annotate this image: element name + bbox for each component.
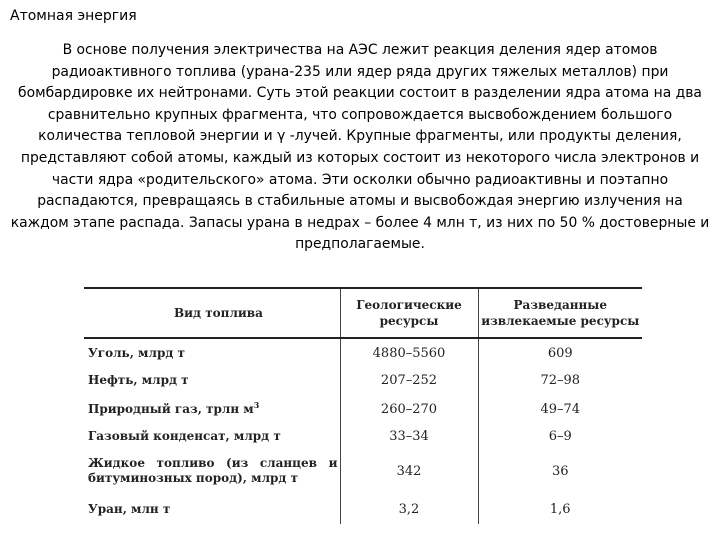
row-fuel-gas-condensate: Газовый конденсат, млрд т (88, 428, 281, 443)
row-fuel-oil: Нефть, млрд т (88, 373, 189, 387)
row-geo-value: 33–34 (340, 424, 478, 448)
row-geo-value: 207–252 (340, 367, 478, 394)
slide-title: Атомная энергия (10, 8, 137, 24)
table-row (84, 338, 642, 367)
table-row (84, 448, 642, 494)
row-fuel-uranium: Уран, млн т (88, 501, 171, 516)
row-proven-value: 609 (478, 338, 642, 367)
row-proven-value: 36 (478, 448, 642, 494)
row-fuel-liquid: Жидкое топливо (из сланцев и битуминозных пород), млрд т (88, 456, 338, 485)
row-proven-value: 6–9 (478, 424, 642, 448)
row-fuel-coal: Уголь, млрд т (88, 345, 185, 360)
table-row (84, 424, 642, 448)
fuel-reserves-table (84, 287, 642, 524)
header-fuel-type: Вид топлива (84, 289, 340, 338)
table-row (84, 367, 642, 394)
row-fuel-natural-gas (84, 394, 340, 424)
table-row (84, 494, 642, 524)
row-geo-value: 4880–5560 (340, 338, 478, 367)
row-geo-value: 260–270 (340, 394, 478, 424)
row-proven-value: 1,6 (478, 494, 642, 524)
row-geo-value: 3,2 (340, 494, 478, 524)
header-proven-resources: Разведанные извлекаемые ресурсы (478, 289, 642, 338)
row-proven-value: 49–74 (478, 394, 642, 424)
unit-superscript: 3 (253, 399, 260, 410)
row-fuel-natural-gas-label: Природный газ, трлн м (88, 401, 254, 416)
body-paragraph: В основе получения электричества на АЭС лежит реакция деления ядер атомов радиоактивного топлива (урана-235 или ядер ряда других тяжелых металлов) при бомбардировке их нейтронами. Суть этой реакции состоит в разделении ядра атома на два сравнительно крупных фрагмента, что сопровождается высвобождением большого количества тепловой энергии и γ -лучей. Крупные фрагменты, или продукты деления, представляют собой атомы, каждый из которых состоит из некоторого числа электронов и части ядра «родительского» атома. Эти осколки обычно радиоактивны и поэтапно распадаются, превращаясь в стабильные атомы и высвобождая энергию излучения на каждом этапе распада. Запасы урана в недрах – более 4 млн т, из них по 50 % достоверные и предполагаемые. (10, 42, 710, 253)
header-geological-resources: Геологические ресурсы (340, 289, 478, 338)
table-header-row (84, 289, 642, 338)
row-geo-value: 342 (340, 448, 478, 494)
row-proven-value: 72–98 (478, 367, 642, 394)
table-row (84, 394, 642, 424)
